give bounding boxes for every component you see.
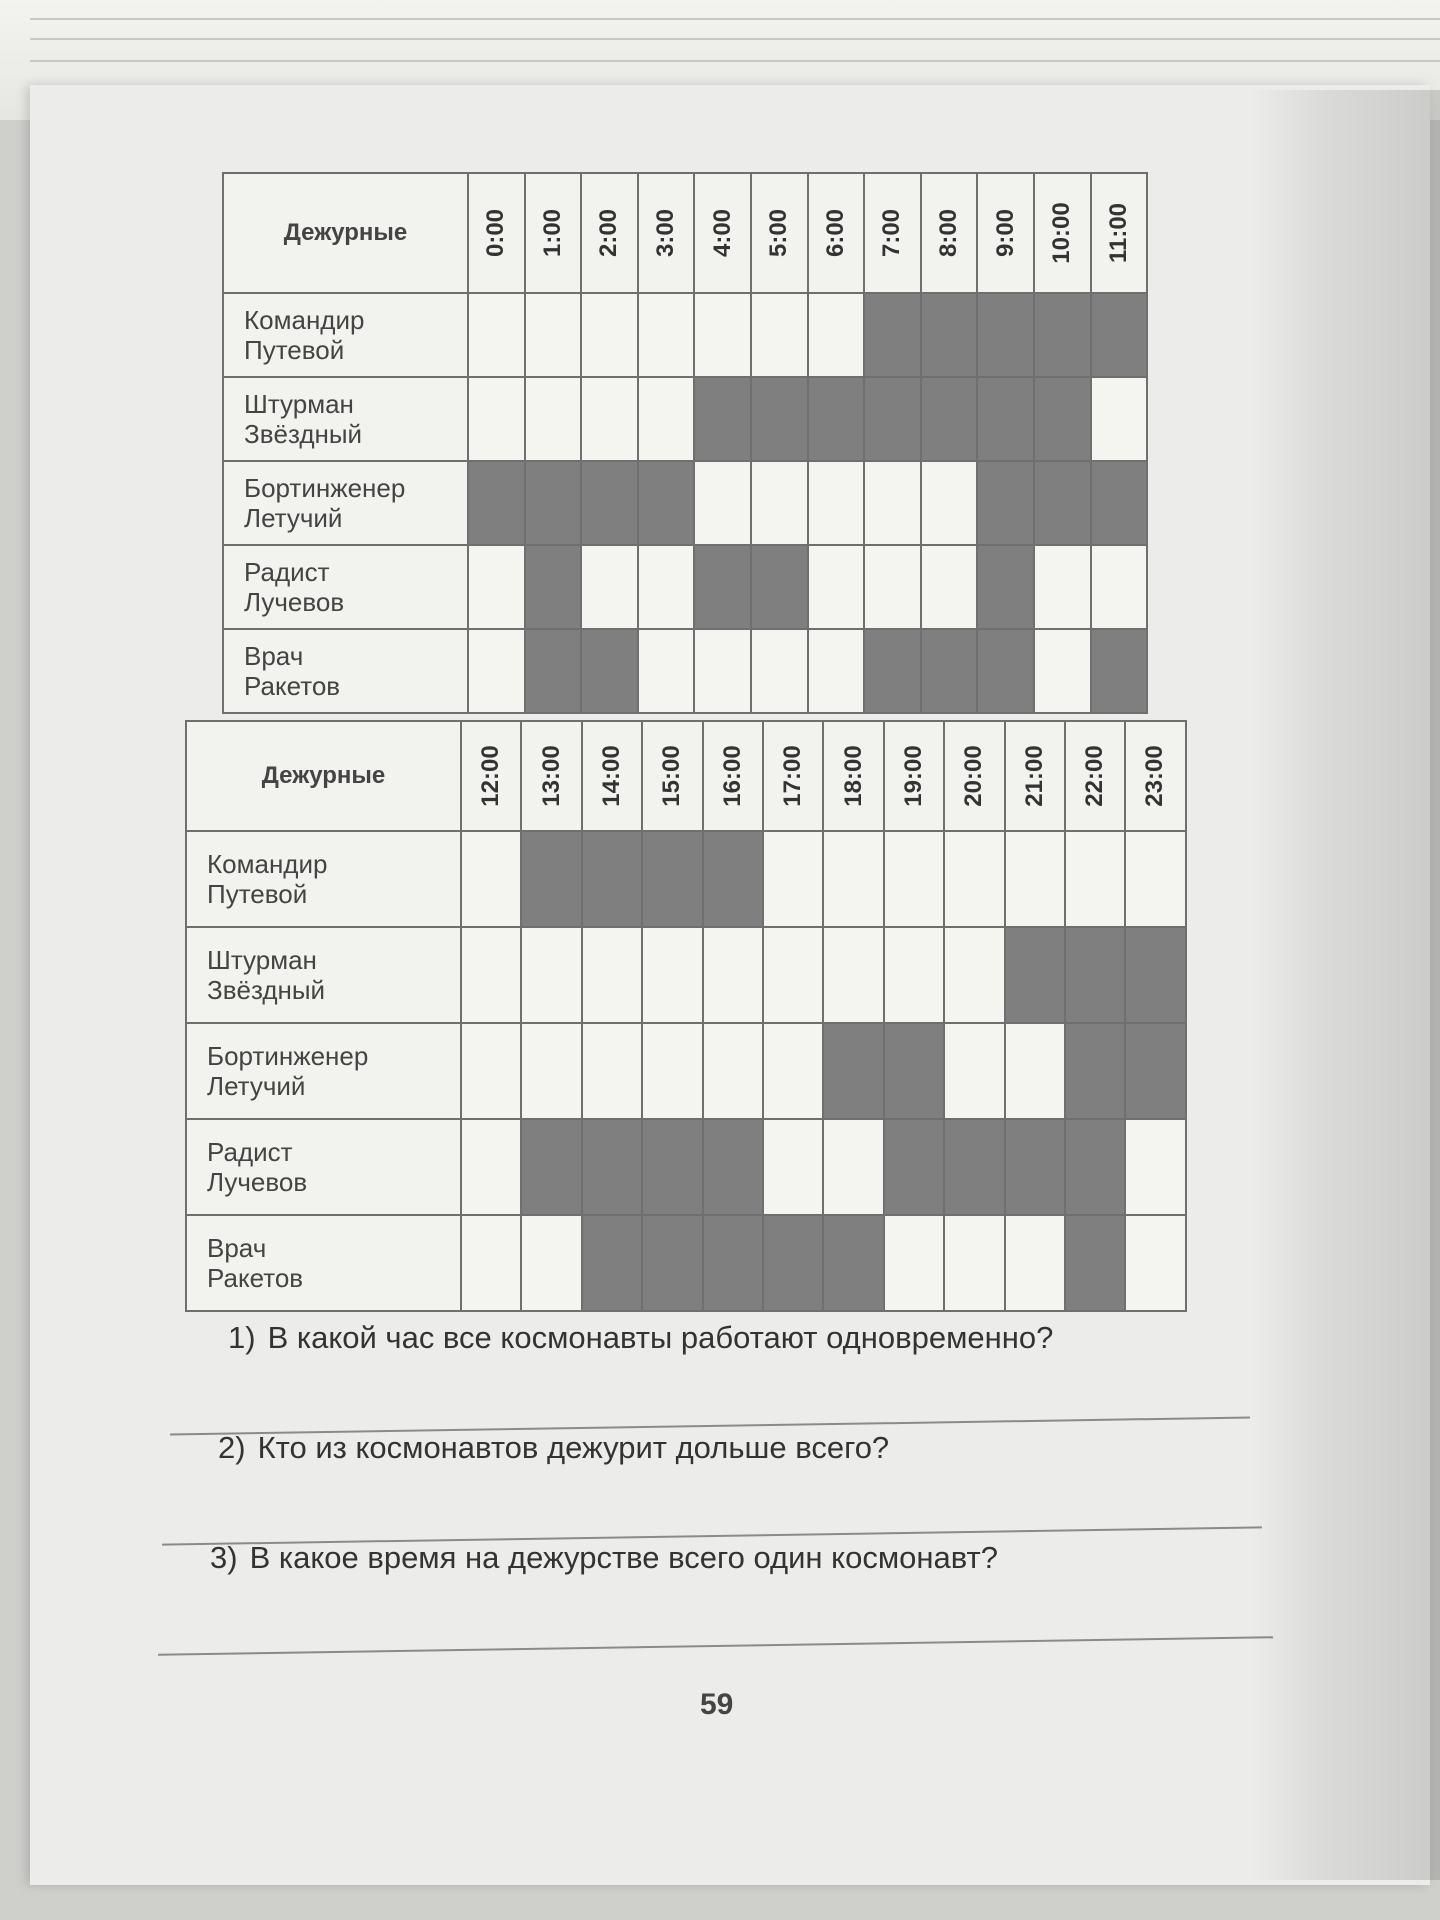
hour-header [694, 173, 751, 293]
duty-cell-filled [1065, 1023, 1125, 1119]
hour-label: 23:00 [1141, 745, 1169, 807]
duty-cell-empty [1005, 1215, 1065, 1311]
question-2 [218, 1430, 889, 1466]
duty-cell-empty [944, 1215, 1004, 1311]
duty-cell-empty [1034, 545, 1091, 629]
duty-cell-empty [763, 1119, 823, 1215]
hour-header [581, 173, 638, 293]
hour-label: 18:00 [839, 745, 867, 807]
duty-cell-empty [694, 293, 751, 377]
hour-header [763, 721, 823, 831]
duty-cell-empty [1125, 1215, 1185, 1311]
crew-member-name [186, 927, 461, 1023]
question-number: 2) [218, 1430, 246, 1465]
table-row [186, 1215, 1186, 1311]
duty-cell-empty [703, 1023, 763, 1119]
duty-cell-empty [808, 293, 865, 377]
duty-cell-filled [642, 1119, 702, 1215]
crew-surname: Лучевов [207, 1167, 308, 1197]
duty-cell-empty [468, 629, 525, 713]
duty-cell-empty [1125, 1119, 1185, 1215]
duty-cell-filled [1034, 461, 1091, 545]
duty-cell-empty [582, 927, 642, 1023]
hour-label: 20:00 [960, 745, 988, 807]
duty-cell-empty [461, 1023, 521, 1119]
table-row [186, 927, 1186, 1023]
duty-cell-empty [1034, 629, 1091, 713]
hour-header [921, 173, 978, 293]
duty-cell-empty [461, 1215, 521, 1311]
duty-cell-filled [921, 629, 978, 713]
hour-label: 17:00 [779, 745, 807, 807]
hour-label: 12:00 [477, 745, 505, 807]
table-row [223, 293, 1147, 377]
duty-cell-empty [694, 629, 751, 713]
duty-cell-filled [977, 377, 1034, 461]
duty-cell-empty [823, 831, 883, 927]
duty-cell-empty [808, 629, 865, 713]
duty-cell-filled [1065, 1119, 1125, 1215]
table-row [223, 545, 1147, 629]
duty-cell-filled [1125, 1023, 1185, 1119]
hour-label: 13:00 [537, 745, 565, 807]
duty-cell-empty [1005, 831, 1065, 927]
hour-header [461, 721, 521, 831]
duty-cell-empty [638, 629, 695, 713]
duty-cell-empty [461, 831, 521, 927]
duty-cell-empty [763, 927, 823, 1023]
hour-header [823, 721, 883, 831]
duty-cell-filled [582, 831, 642, 927]
duty-cell-filled [525, 545, 582, 629]
crew-member-name [223, 377, 468, 461]
duty-cell-filled [1091, 461, 1148, 545]
question-3 [210, 1540, 998, 1576]
crew-role: Врач [207, 1233, 267, 1263]
duty-cell-empty [1065, 831, 1125, 927]
question-text: Кто из космонавтов дежурит дольше всего? [257, 1430, 890, 1465]
hour-label: 1:00 [538, 208, 566, 258]
duty-cell-filled [1091, 293, 1148, 377]
duty-cell-filled [864, 377, 921, 461]
paper-edge [30, 18, 1440, 20]
duty-schedule-table-morning [222, 172, 1148, 714]
crew-surname: Звёздный [244, 419, 363, 449]
crew-member-name [223, 461, 468, 545]
question-text: В какой час все космонавты работают одновременно? [267, 1320, 1054, 1355]
duty-cell-filled [703, 1119, 763, 1215]
duty-cell-filled [642, 1215, 702, 1311]
hour-header [1091, 173, 1148, 293]
hour-label: 14:00 [597, 745, 625, 807]
duty-cell-empty [703, 927, 763, 1023]
hour-label: 7:00 [878, 208, 906, 258]
hour-header [638, 173, 695, 293]
table-header-duty: Дежурные [223, 173, 468, 293]
duty-cell-filled [1125, 927, 1185, 1023]
crew-surname: Лучевов [244, 587, 345, 617]
table-row [223, 629, 1147, 713]
crew-surname: Звёздный [207, 975, 326, 1005]
hour-label: 4:00 [708, 208, 736, 258]
duty-cell-filled [1034, 293, 1091, 377]
duty-cell-filled [468, 461, 525, 545]
duty-cell-empty [763, 831, 823, 927]
hour-header [1125, 721, 1185, 831]
hour-label: 10:00 [1048, 202, 1076, 264]
crew-role: Врач [244, 641, 304, 671]
duty-cell-empty [808, 461, 865, 545]
duty-cell-empty [638, 545, 695, 629]
duty-cell-filled [642, 831, 702, 927]
duty-cell-empty [525, 377, 582, 461]
table-row [186, 1119, 1186, 1215]
duty-cell-filled [521, 831, 581, 927]
hour-header [468, 173, 525, 293]
duty-cell-empty [944, 927, 1004, 1023]
hour-label: 6:00 [821, 208, 849, 258]
duty-cell-empty [808, 545, 865, 629]
table-row [223, 461, 1147, 545]
duty-cell-empty [884, 831, 944, 927]
duty-cell-empty [638, 377, 695, 461]
duty-cell-empty [864, 545, 921, 629]
hour-label: 22:00 [1081, 745, 1109, 807]
duty-cell-filled [582, 1215, 642, 1311]
duty-cell-empty [525, 293, 582, 377]
crew-surname: Летучий [244, 503, 343, 533]
duty-cell-filled [525, 629, 582, 713]
duty-cell-empty [751, 629, 808, 713]
duty-cell-empty [864, 461, 921, 545]
hour-label: 15:00 [658, 745, 686, 807]
question-1 [228, 1320, 1053, 1356]
duty-cell-empty [884, 1215, 944, 1311]
crew-role: Командир [207, 849, 328, 879]
duty-cell-filled [751, 377, 808, 461]
duty-cell-filled [921, 377, 978, 461]
crew-member-name [223, 545, 468, 629]
table-row [223, 377, 1147, 461]
duty-cell-empty [1005, 1023, 1065, 1119]
crew-surname: Путевой [207, 879, 308, 909]
crew-member-name [223, 629, 468, 713]
crew-surname: Путевой [244, 335, 345, 365]
hour-header [977, 173, 1034, 293]
table-row [186, 1023, 1186, 1119]
hour-header [1065, 721, 1125, 831]
duty-cell-empty [461, 927, 521, 1023]
duty-cell-empty [582, 1023, 642, 1119]
crew-role: Командир [244, 305, 365, 335]
paper-edge [30, 60, 1440, 62]
hour-label: 21:00 [1020, 745, 1048, 807]
crew-surname: Ракетов [244, 671, 341, 701]
duty-cell-empty [944, 831, 1004, 927]
crew-member-name [186, 1023, 461, 1119]
duty-cell-filled [977, 293, 1034, 377]
duty-cell-filled [703, 831, 763, 927]
crew-role: Бортинженер [207, 1041, 369, 1071]
duty-cell-empty [751, 293, 808, 377]
duty-cell-empty [581, 377, 638, 461]
hour-header [582, 721, 642, 831]
duty-cell-filled [884, 1023, 944, 1119]
duty-cell-empty [1091, 545, 1148, 629]
duty-cell-empty [638, 293, 695, 377]
duty-cell-filled [1005, 1119, 1065, 1215]
hour-header [525, 173, 582, 293]
crew-role: Радист [244, 557, 330, 587]
duty-cell-empty [884, 927, 944, 1023]
duty-cell-empty [823, 927, 883, 1023]
duty-cell-filled [525, 461, 582, 545]
crew-role: Бортинженер [244, 473, 406, 503]
hour-label: 19:00 [899, 745, 927, 807]
duty-cell-empty [521, 927, 581, 1023]
duty-cell-empty [521, 1023, 581, 1119]
duty-cell-filled [977, 545, 1034, 629]
duty-cell-filled [864, 629, 921, 713]
duty-cell-filled [977, 629, 1034, 713]
hour-label: 5:00 [765, 208, 793, 258]
duty-cell-filled [694, 377, 751, 461]
duty-cell-filled [1091, 629, 1148, 713]
question-text: В какое время на дежурстве всего один космонавт? [249, 1540, 998, 1575]
duty-cell-filled [1005, 927, 1065, 1023]
duty-cell-filled [823, 1023, 883, 1119]
crew-role: Штурман [207, 945, 317, 975]
duty-cell-empty [1125, 831, 1185, 927]
duty-cell-filled [581, 629, 638, 713]
duty-cell-empty [921, 545, 978, 629]
duty-cell-filled [581, 461, 638, 545]
duty-cell-filled [763, 1215, 823, 1311]
table-header-duty: Дежурные [186, 721, 461, 831]
duty-cell-empty [642, 927, 702, 1023]
duty-cell-empty [694, 461, 751, 545]
duty-cell-filled [1065, 927, 1125, 1023]
duty-cell-empty [642, 1023, 702, 1119]
duty-cell-empty [581, 545, 638, 629]
duty-cell-empty [751, 461, 808, 545]
crew-member-name [186, 1215, 461, 1311]
hour-label: 2:00 [595, 208, 623, 258]
hour-header [642, 721, 702, 831]
duty-cell-filled [864, 293, 921, 377]
crew-role: Штурман [244, 389, 354, 419]
duty-cell-filled [521, 1119, 581, 1215]
hour-label: 8:00 [935, 208, 963, 258]
duty-cell-empty [581, 293, 638, 377]
duty-cell-filled [751, 545, 808, 629]
crew-member-name [186, 1119, 461, 1215]
hour-header [751, 173, 808, 293]
crew-member-name [223, 293, 468, 377]
hour-header [944, 721, 1004, 831]
page-number: 59 [700, 1688, 734, 1721]
crew-role: Радист [207, 1137, 293, 1167]
question-number: 1) [228, 1320, 256, 1355]
paper-edge [30, 38, 1440, 40]
duty-cell-filled [1034, 377, 1091, 461]
duty-cell-filled [977, 461, 1034, 545]
duty-cell-filled [944, 1119, 1004, 1215]
hour-header [1034, 173, 1091, 293]
duty-cell-filled [582, 1119, 642, 1215]
hour-label: 3:00 [652, 208, 680, 258]
duty-cell-empty [461, 1119, 521, 1215]
duty-cell-filled [1065, 1215, 1125, 1311]
duty-cell-filled [703, 1215, 763, 1311]
crew-surname: Летучий [207, 1071, 306, 1101]
hour-label: 16:00 [718, 745, 746, 807]
duty-cell-empty [521, 1215, 581, 1311]
hour-header [884, 721, 944, 831]
duty-cell-empty [823, 1119, 883, 1215]
duty-cell-empty [468, 545, 525, 629]
duty-cell-filled [823, 1215, 883, 1311]
hour-header [864, 173, 921, 293]
question-number: 3) [210, 1540, 238, 1575]
duty-cell-empty [468, 293, 525, 377]
hour-label: 11:00 [1104, 202, 1132, 264]
duty-cell-filled [638, 461, 695, 545]
duty-cell-empty [468, 377, 525, 461]
table-row [186, 831, 1186, 927]
duty-cell-empty [921, 461, 978, 545]
duty-cell-filled [694, 545, 751, 629]
hour-header [703, 721, 763, 831]
duty-cell-empty [944, 1023, 1004, 1119]
duty-cell-empty [763, 1023, 823, 1119]
duty-cell-filled [808, 377, 865, 461]
duty-cell-empty [1091, 377, 1148, 461]
hour-header [521, 721, 581, 831]
duty-schedule-table-evening [185, 720, 1187, 1312]
hour-header [808, 173, 865, 293]
crew-surname: Ракетов [207, 1263, 304, 1293]
hour-label: 9:00 [991, 208, 1019, 258]
hour-header [1005, 721, 1065, 831]
hour-label: 0:00 [482, 208, 510, 258]
duty-cell-filled [884, 1119, 944, 1215]
crew-member-name [186, 831, 461, 927]
duty-cell-filled [921, 293, 978, 377]
